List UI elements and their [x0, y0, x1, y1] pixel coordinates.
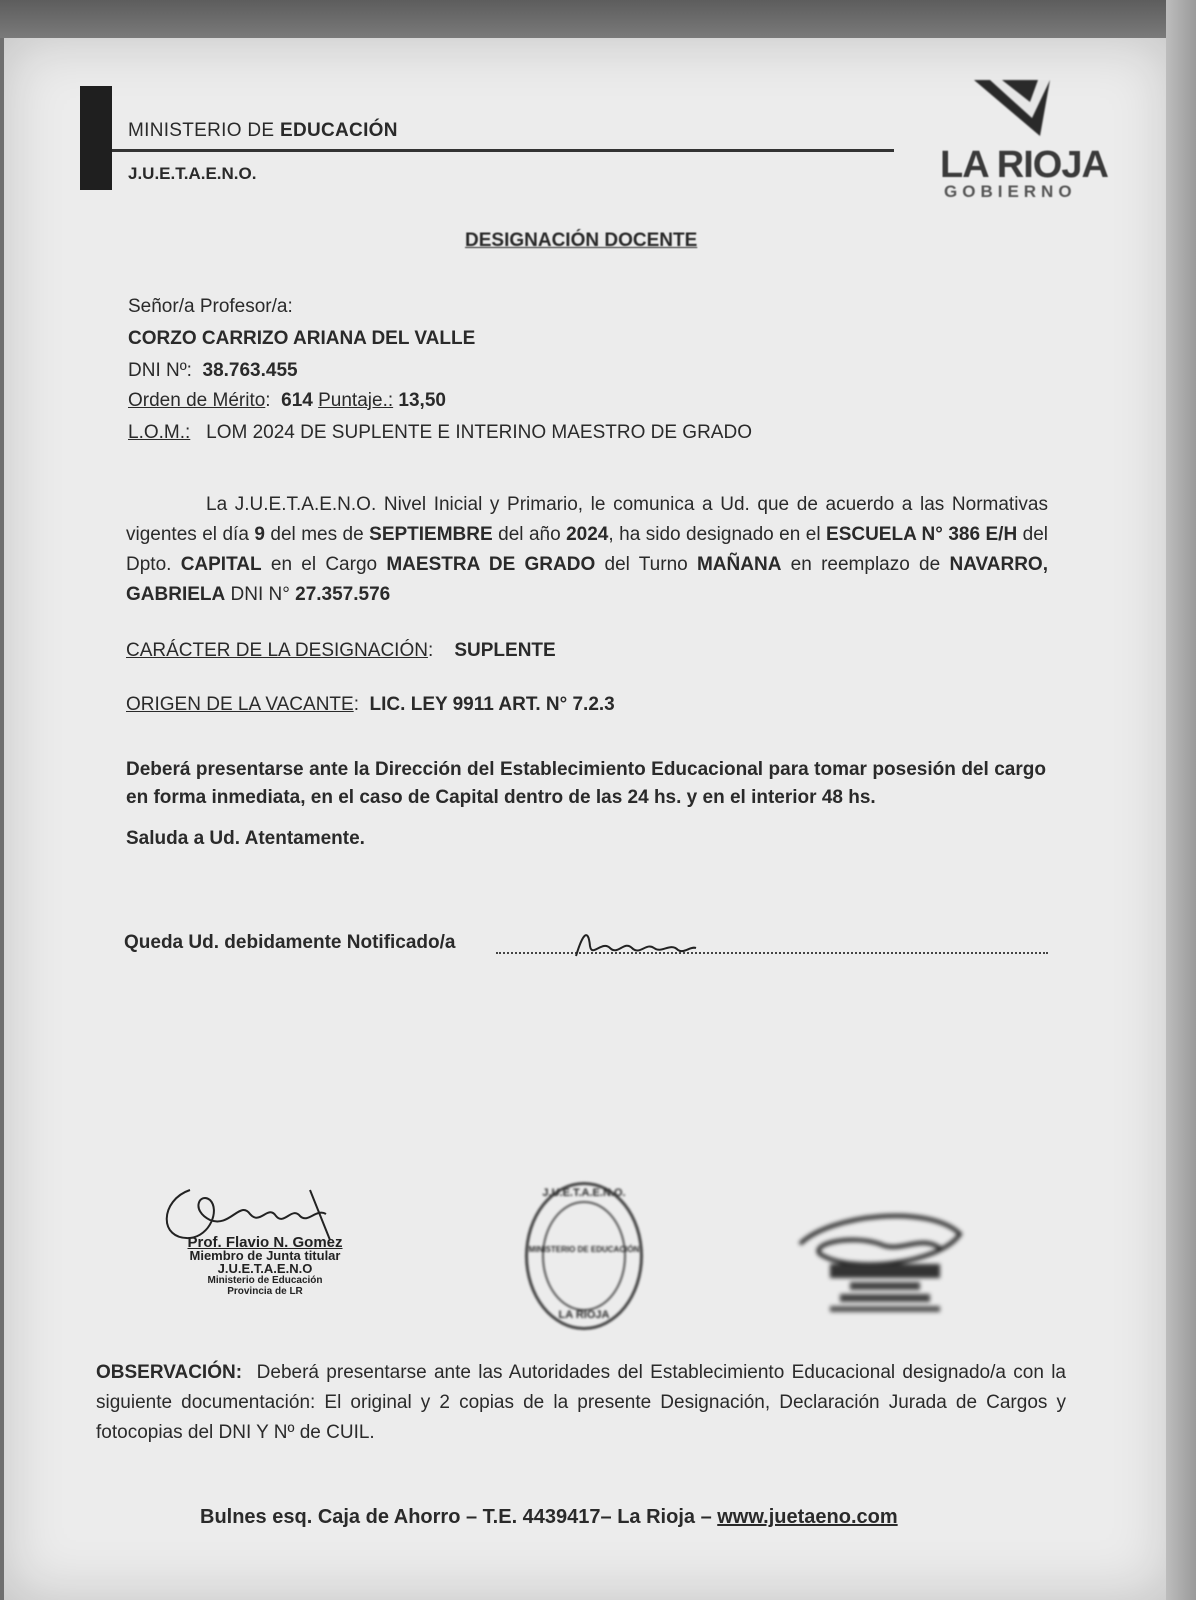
origen-line: ORIGEN DE LA VACANTE: LIC. LEY 9911 ART. N° 7.2.3 — [126, 694, 615, 715]
official-seal — [525, 1182, 643, 1330]
observation-paragraph — [96, 1358, 1066, 1448]
right-signature — [790, 1204, 980, 1324]
signatory-institution: J.U.E.T.A.E.N.O — [217, 1261, 313, 1276]
recipient-signature — [572, 926, 712, 966]
recipient-name: CORZO CARRIZO ARIANA DEL VALLE — [128, 328, 476, 349]
left-signature-block — [160, 1236, 370, 1297]
seal-top-text: J.U.E.T.A.E.N.O. — [542, 1187, 626, 1199]
signatory-province: Provincia de LR — [227, 1286, 303, 1297]
institution-name: J.U.E.T.A.E.N.O. — [128, 164, 257, 183]
signatory-ministry: Ministerio de Educación — [207, 1275, 323, 1286]
footer-contact — [200, 1506, 898, 1529]
orden-label: Orden de Mérito — [128, 390, 266, 411]
footer-address: Bulnes esq. Caja de Ahorro – T.E. 4439417– La Rioja – — [200, 1506, 718, 1528]
seal-inner-ring — [542, 1201, 626, 1311]
closing-salutation: Saluda a Ud. Atentamente. — [126, 828, 365, 849]
observation-label: OBSERVACIÓN: — [96, 1362, 243, 1383]
dni-line — [128, 360, 298, 382]
observation-text: Deberá presentarse ante las Autoridades del Establecimiento Educacional designado/a con la siguiente documentación: El original y 2 copias de la presente Designación, Declaración Jurada de Cargos y fotocopias del DNI Y Nº de CUIL. — [96, 1362, 1066, 1443]
puntaje-label: Puntaje.: — [318, 390, 394, 411]
designation-paragraph: La J.U.E.T.A.E.N.O. Nivel Inicial y Primario, le comunica a Ud. que de acuerdo a las Normativas vigentes el día 9 del mes de SEPTIEMBRE del año 2024, ha sido designado en el ESCUELA N° 386 E/H del Dpto. CAPITAL en el Cargo MAESTRA DE GRADO del Turno MAÑANA en reemplazo de NAVARRO, GABRIELA DNI N° 27.357.576 — [126, 494, 1048, 605]
document-title: DESIGNACIÓN DOCENTE — [465, 230, 698, 251]
caracter-label: CARÁCTER DE LA DESIGNACIÓN — [126, 640, 428, 661]
logo-text: LA RIOJA — [940, 144, 1108, 186]
footer-website-link[interactable]: www.juetaeno.com — [717, 1506, 898, 1528]
dni-value: 38.763.455 — [202, 360, 298, 381]
caracter-line: CARÁCTER DE LA DESIGNACIÓN: SUPLENTE — [126, 640, 556, 661]
ministry-name: MINISTERIO DE EDUCACIÓN — [128, 120, 398, 141]
signatory-role: Miembro de Junta titular — [189, 1248, 341, 1263]
orden-value: 614 — [281, 390, 313, 411]
orden-merito-line: Orden de Mérito: 614 Puntaje.: 13,50 — [128, 390, 446, 411]
seal-middle-text: MINISTERIO DE EDUCACIÓN — [528, 1245, 640, 1254]
puntaje-value: 13,50 — [398, 390, 446, 411]
notification-line: Queda Ud. debidamente Notificado/a — [124, 932, 456, 953]
lom-label: L.O.M.: — [128, 422, 191, 443]
lom-value: LOM 2024 DE SUPLENTE E INTERINO MAESTRO DE GRADO — [206, 422, 752, 443]
origen-value: LIC. LEY 9911 ART. N° 7.2.3 — [369, 694, 615, 715]
background-top — [0, 0, 1196, 38]
signatory-name: Prof. Flavio N. Gomez — [187, 1234, 343, 1251]
presentation-instructions: Deberá presentarse ante la Dirección del Establecimiento Educacional para tomar posesión del cargo en forma inmediata, en el caso de Capital dentro de las 24 hs. y en el interior 48 hs. — [126, 759, 1046, 808]
page-edge — [1166, 0, 1196, 1600]
origen-label: ORIGEN DE LA VACANTE — [126, 694, 354, 715]
la-rioja-logo-icon — [972, 78, 1052, 140]
la-rioja-logo — [940, 78, 1140, 208]
caracter-value: SUPLENTE — [454, 640, 556, 661]
lom-line — [128, 422, 752, 444]
header-accent-bar — [80, 86, 112, 190]
salutation: Señor/a Profesor/a: — [128, 296, 293, 317]
header-rule — [112, 149, 894, 152]
logo-subtext: GOBIERNO — [944, 182, 1077, 201]
dni-label: DNI Nº: — [128, 360, 192, 381]
seal-bottom-text: LA RIOJA — [558, 1309, 610, 1321]
